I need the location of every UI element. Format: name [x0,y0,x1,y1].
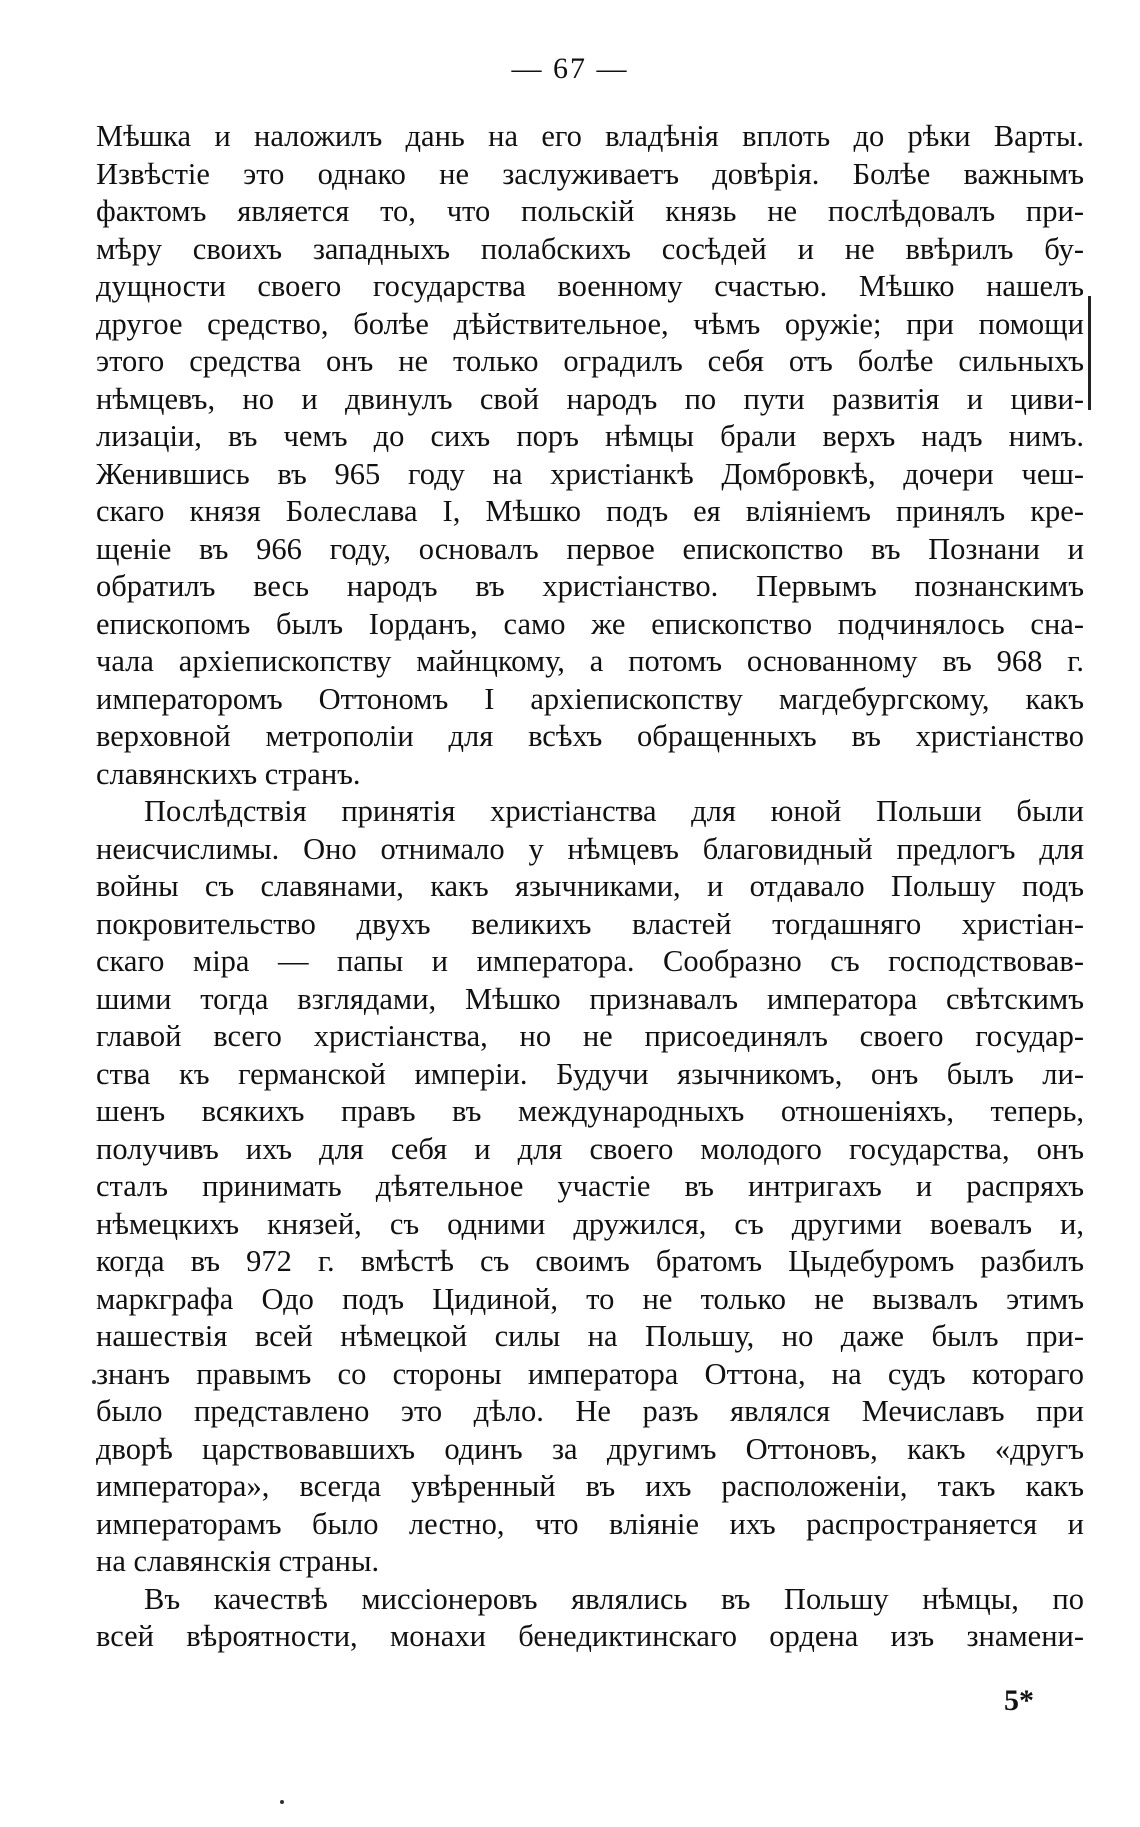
text-line: этого средства онъ не только оградилъ себя отъ болѣе сильныхъ [96,344,1084,378]
text-line: было представлено это дѣло. Не разъ являлся Мечиславъ при [96,1394,1084,1428]
text-line: главой всего христіанства, но не присоединялъ своего государ- [96,1019,1084,1053]
text-line: скаго міра — папы и императора. Сообразно съ господствовав- [96,944,1084,978]
paragraph-start-line: Въ качествѣ миссіонеровъ являлись въ Польшу нѣмцы, по [144,1581,1084,1616]
text-line: когда въ 972 г. вмѣстѣ съ своимъ братомъ Цыдебуромъ разбилъ [96,1244,1084,1278]
text-line: императоромъ Оттономъ I архіепископству магдебургскому, какъ [96,681,1084,716]
text-line: славянскихъ странъ. [96,756,361,791]
text-line: мѣру своихъ западныхъ полабскихъ сосѣдей и не ввѣрилъ бу- [96,231,1084,266]
text-line: шими тогда взглядами, Мѣшко признавалъ императора свѣтскимъ [96,981,1084,1016]
ink-speck [280,1800,284,1804]
text-line: епископомъ былъ Іорданъ, само же епископство подчинялось сна- [96,606,1084,641]
text-line: всей вѣроятности, монахи бенедиктинскаго ордена изъ знамени- [96,1619,1084,1653]
text-line: фактомъ является то, что польскій князь не послѣдовалъ при- [96,194,1084,228]
text-line: нѣмцевъ, но и двинулъ свой народъ по пути развитія и циви- [96,381,1084,416]
text-line: Мѣшка и наложилъ дань на его владѣнія вплоть до рѣки Варты. [96,119,1084,153]
text-line: неисчислимы. Оно отнимало у нѣмцевъ благовидный предлогъ для [96,831,1084,866]
text-line: маркграфа Одо подъ Цидиной, то не только не вызвалъ этимъ [96,1281,1084,1316]
paragraph-start-line: Послѣдствія принятія христіанства для юной Польши были [144,794,1084,828]
margin-bar [1088,296,1091,410]
text-line: верховной метрополіи для всѣхъ обращенныхъ въ христіанство [96,719,1084,753]
text-line: Извѣстіе это однако не заслуживаетъ довѣрія. Болѣе важнымъ [96,156,1084,191]
text-line: получивъ ихъ для себя и для своего молодого государства, онъ [96,1131,1084,1166]
text-line: нашествія всей нѣмецкой силы на Польшу, но даже былъ при- [96,1319,1084,1353]
text-line: щеніе въ 966 году, основалъ первое епископство въ Познани и [96,531,1084,566]
text-line: императорамъ было лестно, что вліяніе ихъ распространяется и [96,1506,1084,1541]
page-number: — 67 — [511,52,629,85]
text-block [96,118,1084,1656]
text-line: войны съ славянами, какъ язычниками, и отдавало Польшу подъ [96,869,1084,903]
text-line: сталъ принимать дѣятельное участіе въ интригахъ и распряхъ [96,1169,1084,1203]
ink-speck [92,1380,96,1384]
text-line: знанъ правымъ со стороны императора Оттона, на судъ котораго [96,1356,1084,1391]
text-line: скаго князя Болеслава I, Мѣшко подъ ея вліяніемъ принялъ кре- [96,494,1084,528]
text-line: обратилъ весь народъ въ христіанство. Первымъ познанскимъ [96,569,1084,603]
text-line: другое средство, болѣе дѣйствительное, чѣмъ оружіе; при помощи [96,306,1084,341]
text-line: Женившись въ 965 году на христіанкѣ Домбровкѣ, дочери чеш- [96,456,1084,491]
text-line: на славянскія страны. [96,1544,380,1578]
text-line: лизаціи, въ чемъ до сихъ поръ нѣмцы брали верхъ надъ нимъ. [96,419,1084,453]
text-line: нѣмецкихъ князей, съ одними дружился, съ другими воевалъ и, [96,1206,1084,1241]
text-line: дущности своего государства военному счастью. Мѣшко нашелъ [96,269,1084,303]
text-line: чала архіепископству майнцкому, а потомъ основанному въ 968 г. [96,644,1084,678]
text-line: покровительство двухъ великихъ властей тогдашняго христіан- [96,906,1084,941]
signature-mark: 5* [1004,1684,1034,1717]
text-line: дворѣ царствовавшихъ одинъ за другимъ Оттоновъ, какъ «другъ [96,1431,1084,1466]
text-line: императора», всегда увѣренный въ ихъ расположеніи, такъ какъ [96,1469,1084,1503]
text-line: шенъ всякихъ правъ въ международныхъ отношеніяхъ, теперь, [96,1094,1084,1128]
text-line: ства къ германской имперіи. Будучи язычникомъ, онъ былъ ли- [96,1056,1084,1091]
